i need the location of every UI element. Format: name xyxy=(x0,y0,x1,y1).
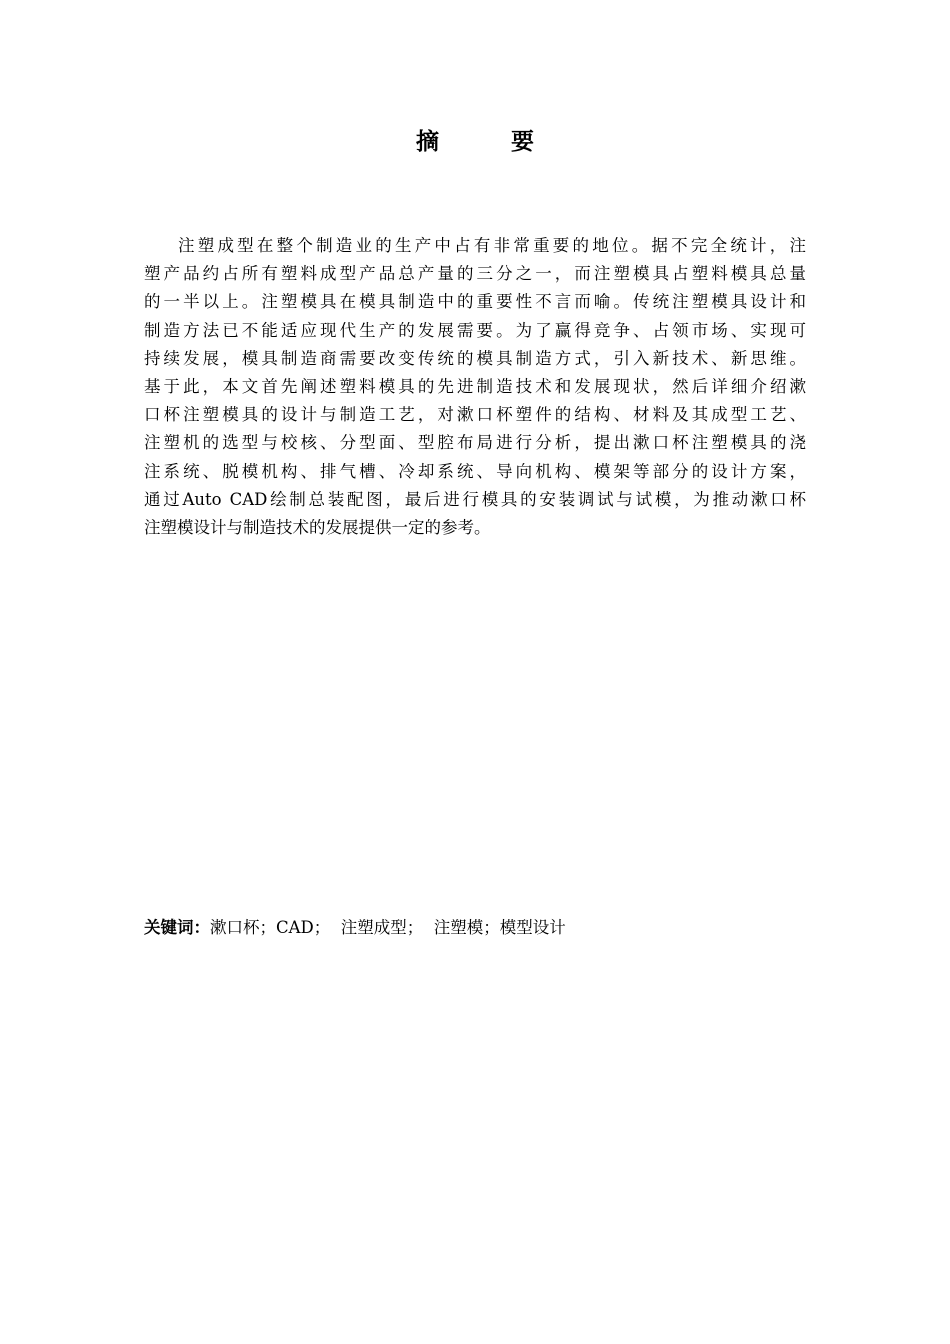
keywords-label: 关键词： xyxy=(144,918,210,937)
abstract-line: 塑产品约占所有塑料成型产品总产量的三分之一，而注塑模具占塑料模具总量 xyxy=(144,264,806,284)
abstract-line: 注系统、脱模机构、排气槽、冷却系统、导向机构、模架等部分的设计方案， xyxy=(144,461,806,481)
abstract-line: 注塑机的选型与校核、分型面、型腔布局进行分析，提出漱口杯注塑模具的浇 xyxy=(144,433,806,453)
page-title: 摘 要 xyxy=(415,129,566,155)
abstract-body xyxy=(144,232,806,542)
keywords xyxy=(144,914,566,942)
abstract-line: 注塑成型在整个制造业的生产中占有非常重要的地位。据不完全统计，注 xyxy=(178,236,806,255)
abstract-line: 口杯注塑模具的设计与制造工艺，对漱口杯塑件的结构、材料及其成型工艺、 xyxy=(144,405,806,425)
abstract-line: 制造方法已不能适应现代生产的发展需要。为了赢得竞争、占领市场、实现可 xyxy=(144,320,806,340)
abstract-line: 基于此，本文首先阐述塑料模具的先进制造技术和发展现状，然后详细介绍漱 xyxy=(144,376,806,396)
abstract-line: 通过Auto CAD绘制总装配图，最后进行模具的安装调试与试模，为推动漱口杯 xyxy=(144,489,806,509)
abstract-line: 注塑模设计与制造技术的发展提供一定的参考。 xyxy=(144,517,491,537)
abstract-line: 的一半以上。注塑模具在模具制造中的重要性不言而喻。传统注塑模具设计和 xyxy=(144,292,806,312)
abstract-line: 持续发展，模具制造商需要改变传统的模具制造方式，引入新技术、新思维。 xyxy=(144,348,806,368)
keywords-text: 漱口杯；CAD； 注塑成型； 注塑模；模型设计 xyxy=(210,918,566,937)
